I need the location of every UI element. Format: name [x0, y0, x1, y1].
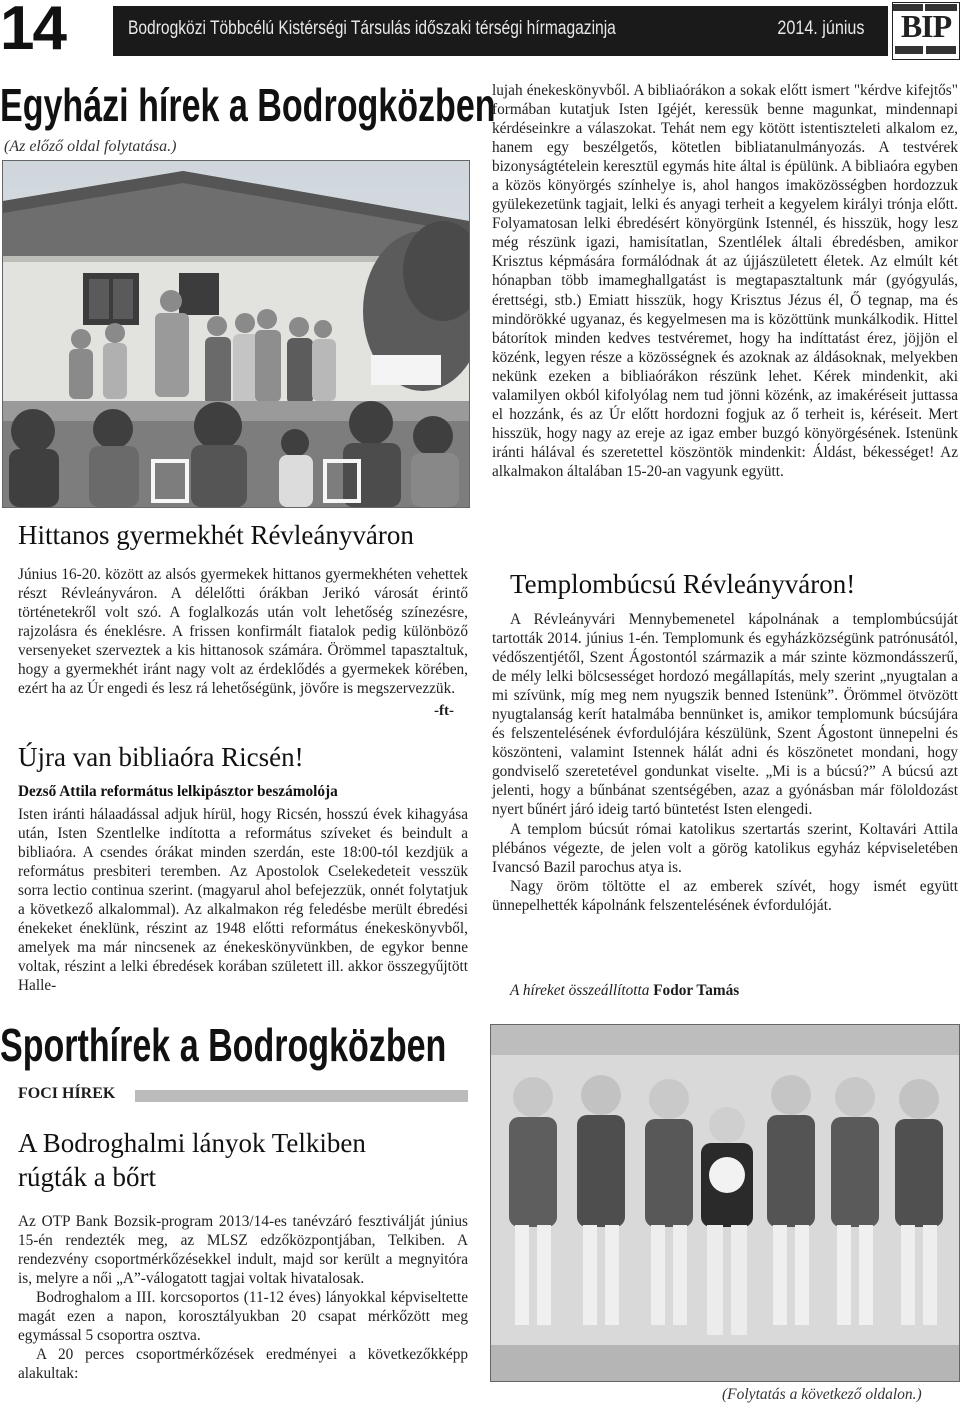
bibliaora-title: Újra van bibliaóra Ricsén! [18, 742, 304, 772]
sport-p3: A 20 perces csoportmérkőzések eredményei a következőkképp alakultak: [18, 1346, 468, 1383]
category-rule [135, 1090, 468, 1102]
hittanos-text: Június 16-20. között az alsós gyermekek hittanos gyermekhéten vehettek részt Révleányváron. A délelőtti órákban Jerikó városát érintő történetekről volt szó. A foglalkozás után volt lehetőség színezésre, rajzolásra és éneklésre. A frissen konfirmált fiatalok pedig különböző versenyeket szerveztek a kis hittanosok számára. Örömmel tapasztaltuk, hogy a gyermekhét iránt nagy volt az érdeklődés a gyermekek körében, ezért ha az Úr engedi és lesz rá lehetőségünk, jövőre is megszervezzük. [18, 566, 468, 698]
templombucsu-body [492, 610, 958, 970]
sport-section-title: Sporthírek a Bodrogközben [0, 1019, 447, 1071]
hittanos-photo [2, 160, 470, 508]
templombucsu-title: Templombúcsú Révleányváron! [510, 569, 856, 599]
foci-category: FOCI HÍREK [18, 1085, 116, 1102]
templombucsu-p2: A templom búcsút római katolikus szertartás szerint, Koltavári Attila plébános végezte, de jelen volt a görög katolikus egyház képviseletében Ivancsó Bazil parochus atya is. [492, 820, 958, 876]
logo-sub-right [926, 46, 956, 54]
church-section-title: Egyházi hírek a Bodrogközben [0, 79, 496, 131]
credit-prefix: A híreket összeállította [510, 982, 650, 999]
team-photo-drawing [491, 1025, 959, 1381]
bibliaora-text-right: lujah énekeskönyvből. A bibliaórákon a sokak előtt ismert "kérdve kifejtős" formában kutatjuk Isten Igéjét, keressük benne magunkat, mindennapi kérdéseinkre a válaszokat. Tehát nem egy kötött istentiszteleti alkalom ez, hanem egy beszélgetős, kötetlen bibliatanulmányozás. A testvérek bizonyságtételein keresztül egymás hite által is épülünk. A bibliaóra egyben a közös könyörgés színhelye is, ahol hangos imaközösségben hordozzuk gyülekezetünk tagjait, lelki és anyagi terheit a kegyelem királyi trónja előtt. Folyamatosan lelki ébredésért könyörgünk Istennél, és hisszük, hogy lesz még részünk igazi, hamisítatlan, Szentlélek általi ébredésben, amikor Krisztus képmására formálódnak át az újjászületett életek. Az elmúlt két hónapban több imameghallgatást is megtapasztaltunk már (gyógyulás, érettségi, stb.) Emiatt hisszük, hogy Krisztus Jézus él, Ő tegnap, ma és mindörökké ugyanaz, és kegyelmesen ma is közöttünk munkálkodik. Hittel bátorítok minden kedves testvéremet, hogy ha indíttatást érez, jöjjön el közénk, legyen része a közösségnek és azoknak az áldásoknak, melyekben nekünk ezeken a bibliaórákon részünk lehet. Kérek mindenkit, aki valamilyen okból kifolyólag nem tud jönni közénk, az imakéréseit juttassa el hozzánk, és az Úr előtt hordozni fogjuk az ő terheit is, kéréseit. Mert hisszük, hogy nagy az ereje az igaz ember buzgó könyörgésének. Istenünk iránti hálával és szeretettel köszöntök mindenkit: Áldást, békességet! Az alkalmakon általában 15-20-an vagyunk együtt. [492, 82, 958, 480]
sport-p1: Az OTP Bank Bozsik-program 2013/14-es tanévzáró fesztiválját június 15-én rendezték meg, az MLSZ edzőközpontjában, Telkiben. A rendezvény csoportmérkőzésekkel indult, majd sor került a megnyitóra is, melyre a női „A”-válogatott tagjai voltak hivatalosak. [18, 1213, 468, 1288]
credit-line [510, 982, 739, 1000]
bibliaora-subtitle: Dezső Attila református lelkipásztor beszámolója [18, 783, 338, 800]
sport-title-line1: A Bodroghalmi lányok Telkiben [18, 1128, 366, 1158]
issue-date: 2014. június [776, 18, 864, 39]
page-number: 14 [0, 0, 65, 63]
templombucsu-p1: A Révleányvári Mennybemenetel kápolnának a templombúcsúját tartották 2014. június 1-én. Templomunk és egyházközségünk patrónusától, védőszentjétől, Szent Ágostontól származik a már szinte közmondásszerű, de mély lelki bölcsességet hordozó megállapítás, mely szerint „nyugtalan a mi szívünk, míg meg nem nyugszik benned Istenünk”. Örömmel ötvözött nyugtalanság kerít hatalmába bennünket is, amikor templomunk búcsújára és felszentelésének évfordulójára készülünk, Szent Ágostont ünnepelni és köszönteni, valamint Istennek hálát adni és köszönetet mondani, hogy gondviselő szeretetével gondunkat viselte. „Mi is a búcsú?” A búcsú azt jelenti, hogy a bűnbánat szentségében, azaz a gyónásban már föloldozást nyert bűnért járó ideig tartó büntetést Isten elengedi. [492, 611, 958, 819]
hittanos-title: Hittanos gyermekhét Révleányváron [18, 520, 414, 550]
team-photo [490, 1024, 960, 1382]
sport-p2: Bodroghalom a III. korcsoportos (11-12 éves) lányokkal képviseltette magát ezen a napon, korosztályukban 20 csapat mérkőzött meg egymással 5 csoportra osztva. [18, 1289, 468, 1345]
logo-text: BIP [900, 8, 952, 44]
templombucsu-p3: Nagy öröm töltötte el az emberek szívét, hogy ismét együtt ünnepelhették kápolnánk felszentelésének évfordulóját. [492, 877, 958, 914]
hittanos-signature: -ft- [434, 703, 454, 719]
bibliaora-text-left: Isten iránti hálaadással adjuk hírül, hogy Ricsén, hosszú évek kihagyása után, Isten Szentlelke indította a református szíveket és beindult a bibliaóra. A csendes órákat minden szerdán, este 18:00-tól kezdjük a református presbiteri teremben. Az Apostolok Cselekedeteit vesszük sorra lectio continua szerint. (magyarul ahol befejezzük, onnét folytatjuk a következő alkalommal). Az alkalmakon rég feledésbe merült ébredési énekeket éneklünk, részint az 1948 előtti református énekeskönyvből, amelyek ma már nincsenek az énekeskönyvünkben, de egykor benne voltak, részint a lelki ébredések korában született ill. akkor összegyűjtött Halle- [18, 806, 468, 995]
bibliaora-body-left [18, 805, 468, 1001]
sport-title-line2: rúgták a bőrt [18, 1162, 156, 1192]
sport-body [18, 1212, 468, 1408]
bibliaora-body-right [492, 81, 958, 549]
credit-name: Fodor Tamás [653, 982, 740, 999]
continued-note: (Folytatás a következő oldalon.) [722, 1386, 922, 1403]
sport-article-title [18, 1126, 366, 1194]
logo-sub-left [895, 46, 923, 54]
hittanos-photo-drawing [3, 161, 469, 507]
hittanos-body [18, 565, 468, 717]
continuation-note: (Az előző oldal folytatása.) [4, 138, 177, 155]
publication-title: Bodrogközi Többcélú Kistérségi Társulás időszaki térségi hírmagazinja [128, 18, 616, 39]
